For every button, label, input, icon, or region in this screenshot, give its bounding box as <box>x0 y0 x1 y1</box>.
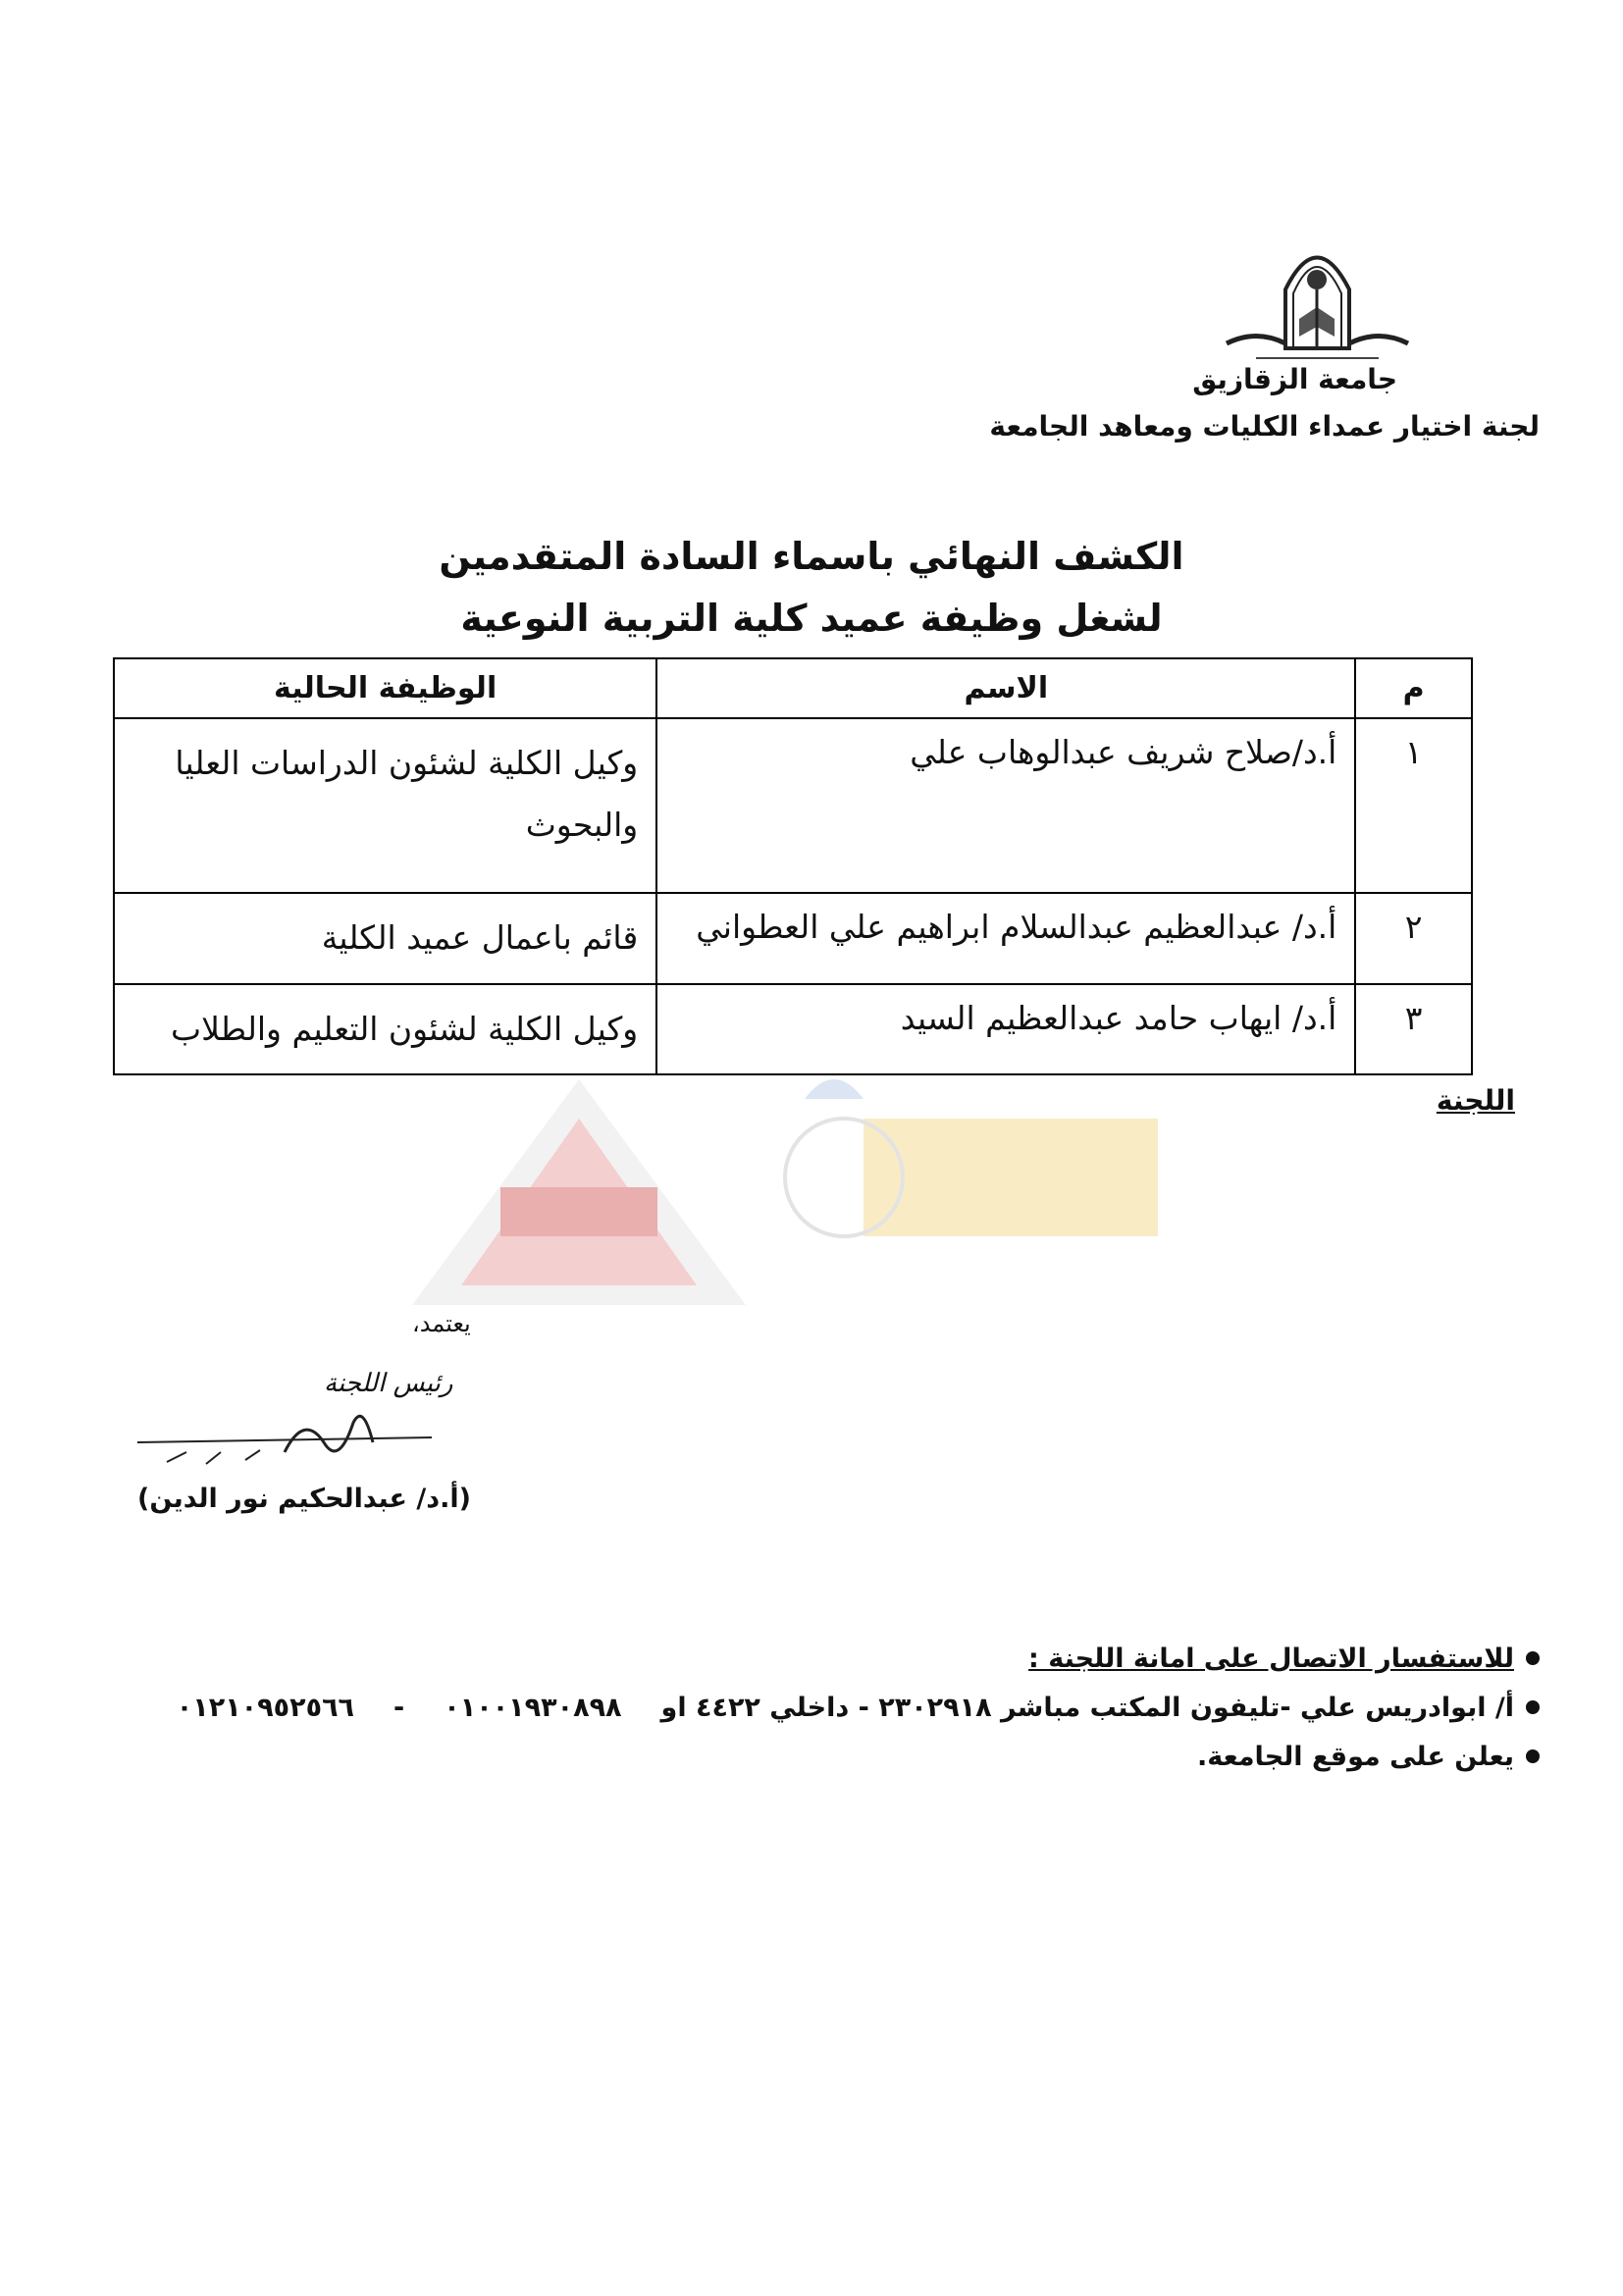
phone-separator: - <box>393 1692 405 1723</box>
contact-section <box>68 1634 1540 1781</box>
row-number: ٢ <box>1355 893 1472 984</box>
candidate-current-job: وكيل الكلية لشئون التعليم والطلاب <box>114 984 656 1075</box>
row-number: ١ <box>1355 718 1472 893</box>
university-name: جامعة الزقازيق <box>1192 363 1397 395</box>
table-header-row <box>114 658 1472 718</box>
mobile-number-2: ٠١٢١٠٩٥٢٥٦٦ <box>176 1692 355 1723</box>
contact-heading <box>68 1634 1540 1683</box>
bullet-icon <box>1526 1749 1540 1763</box>
contact-heading-text: للاستفسار الاتصال على امانة اللجنة : <box>1028 1643 1514 1674</box>
candidate-current-job: قائم باعمال عميد الكلية <box>114 893 656 984</box>
committee-chair-title: رئيس اللجنة <box>324 1369 453 1398</box>
contact-announce-line <box>68 1732 1540 1781</box>
header-number: م <box>1355 658 1472 718</box>
contact-person-text: أ/ ابوادريس علي -تليفون المكتب مباشر ٢٣٠٢٩١٨ - داخلي ٤٤٢٢ او <box>660 1692 1514 1723</box>
bullet-icon <box>1526 1700 1540 1714</box>
header-name: الاسم <box>656 658 1355 718</box>
zagazig-university-logo-icon <box>1217 221 1418 368</box>
table-row <box>114 718 1472 893</box>
committee-name: لجنة اختيار عمداء الكليات ومعاهد الجامعة <box>989 410 1540 443</box>
committee-chair-name: (أ.د/ عبدالحكيم نور الدين) <box>137 1484 471 1514</box>
document-title-line-2: لشغل وظيفة عميد كلية التربية النوعية <box>460 597 1163 640</box>
candidates-table <box>113 657 1473 1075</box>
candidate-name: أ.د/ عبدالعظيم عبدالسلام ابراهيم علي العطواني <box>656 893 1355 984</box>
row-number: ٣ <box>1355 984 1472 1075</box>
approved-text: يعتمد، <box>412 1310 471 1337</box>
header-current-job: الوظيفة الحالية <box>114 658 656 718</box>
committee-label: اللجنة <box>1436 1084 1515 1117</box>
announce-text: يعلن على موقع الجامعة. <box>1196 1741 1514 1772</box>
bullet-icon <box>1526 1651 1540 1665</box>
mobile-number-1: ٠١٠٠١٩٣٠٨٩٨ <box>444 1692 622 1723</box>
candidate-name: أ.د/صلاح شريف عبدالوهاب علي <box>656 718 1355 893</box>
signature-icon <box>128 1383 451 1491</box>
document-title-line-1: الكشف النهائي باسماء السادة المتقدمين <box>439 535 1184 578</box>
candidate-name: أ.د/ ايهاب حامد عبدالعظيم السيد <box>656 984 1355 1075</box>
table-row <box>114 893 1472 984</box>
watermark-icon <box>412 1040 1217 1315</box>
candidate-current-job: وكيل الكلية لشئون الدراسات العليا والبحوث <box>114 718 656 893</box>
contact-phone-line <box>68 1683 1540 1732</box>
